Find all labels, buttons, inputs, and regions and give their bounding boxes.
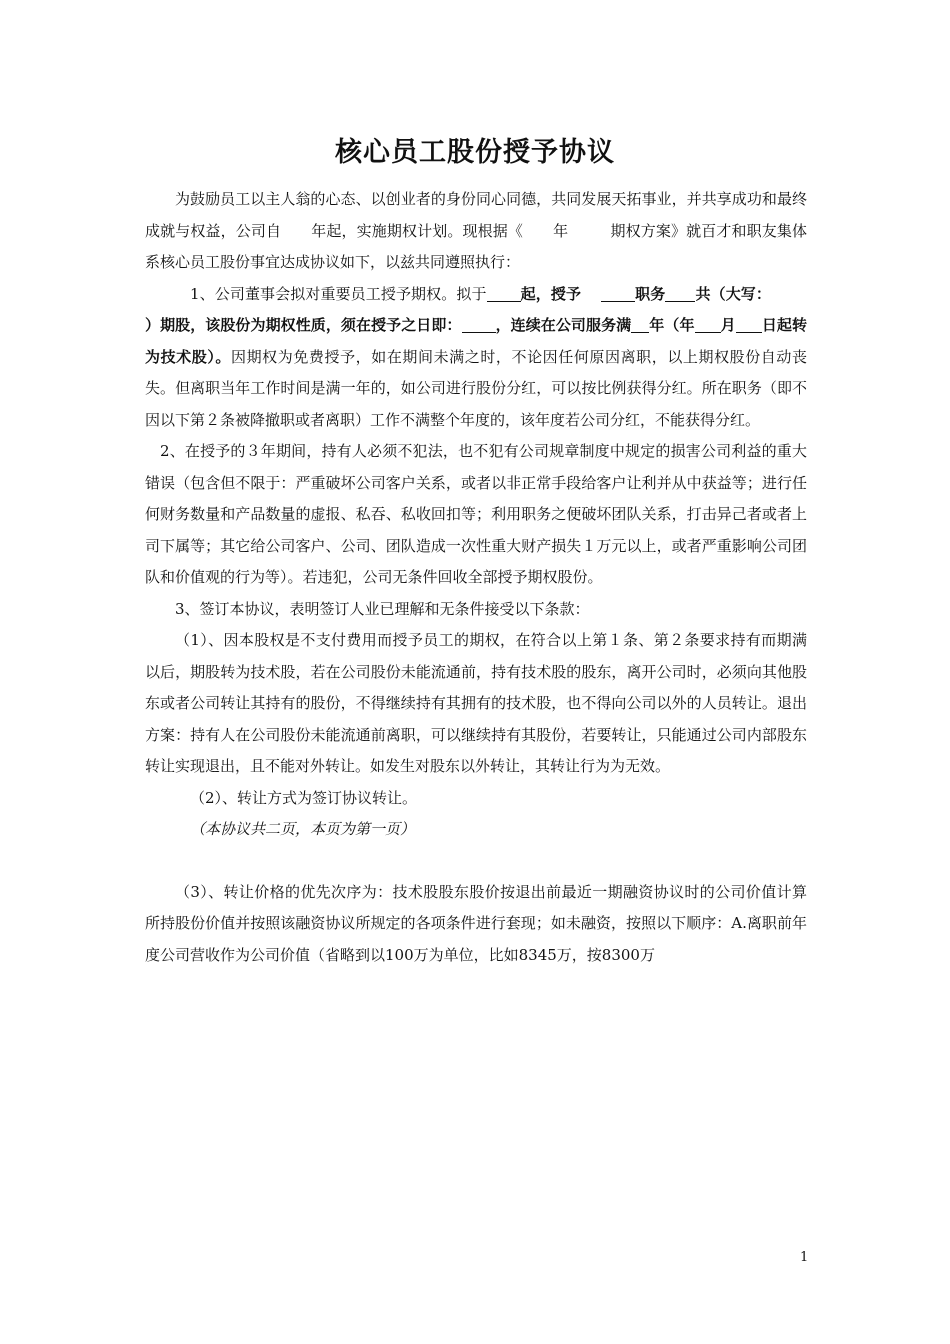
clause-1-bold-6: 年（ <box>649 316 680 334</box>
clause-3-item-1: （1）、因本股权是不支付费用而授予员工的期权，在符合以上第１条、第２条要求持有而期满以后，期股转为技术股，若在公司股份未能流通前，持有技术股的股东，离开公司时，必须向其他股东或者公司转让其持有的股份，不得继续持有其拥有的技术股，也不得向公司以外的人员转让。退出方案：持有人在公司股份未能流通前离职，可以继续持有其股份，若要转让，只能通过公司内部股东转让实现退出，且不能对外转让。如发生对股东以外转让，其转让行为为无效。 <box>145 631 807 775</box>
page-number: 1 <box>800 1250 809 1265</box>
blank-field <box>601 284 635 302</box>
clause-3-item-3: （3）、转让价格的优先次序为：技术股股东股价按退出前最近一期融资协议时的公司价值计算所持股份价值并按照该融资协议所规定的各项条件进行套现；如未融资，按照以下顺序：A.离职前年度公司营收作为公司价值（省略到以100万为单位，比如8345万，按8300万 <box>145 882 807 964</box>
clause-1-bold-5: ，连续在公司服务满 <box>495 316 632 334</box>
intro-text-2: 年起，实施期权计划。现根据《 <box>311 221 524 240</box>
page-note: （本协议共二页，本页为第一页） <box>190 820 416 838</box>
clause-1-bold-8: 月 <box>720 316 736 334</box>
clause-1-bold-1: 起，授予 <box>520 284 582 303</box>
intro-text-4: 期权方案》就百才和职友集体系核心员工股份事宜达成协议如下，以兹共同遵照执行： <box>145 221 807 271</box>
clause-1-bold-9: 日起转为技术股）。 <box>145 316 807 366</box>
clause-1 <box>145 279 807 437</box>
clause-2: 2、在授予的３年期间，持有人必须不犯法，也不犯有公司规章制度中规定的损害公司利益的重大错误（包含但不限于：严重破坏公司客户关系，或者以非正常手段给客户让利并从中获益等；进行任何财务数量和产品数量的虚报、私吞、私收回扣等；利用职务之便破坏团队关系，打击异己者或者上司下属等；其它给公司客户、公司、团队造成一次性重大财产损失１万元以上，或者严重影响公司团队和价值观的行为等）。若违犯，公司无条件回收全部授予期权股份。 <box>145 442 807 586</box>
document-title: 核心员工股份授予协议 <box>335 137 615 168</box>
blank-field <box>462 315 496 333</box>
clause-3-item-2: （2）、转让方式为签订协议转让。 <box>190 788 418 807</box>
clause-1-lead: 1、公司董事会拟对重要员工授予期权。拟于 <box>190 284 487 303</box>
intro-paragraph <box>145 184 807 279</box>
blank-field <box>695 315 721 333</box>
clause-1-bold-3: 共（大写： <box>695 284 771 303</box>
blank-field <box>736 315 762 333</box>
clause-1-bold-4: ）期股，该股份为期权性质，须在授予之日即： <box>145 316 462 334</box>
blank-field <box>665 284 695 302</box>
clause-3-lead: 3、签订本协议，表明签订人业已理解和无条件接受以下条款： <box>175 599 590 618</box>
clause-1-bold-2: 职务 <box>635 284 666 303</box>
blank-field <box>631 315 649 333</box>
intro-text-1: 为鼓励员工以主人翁的心态、以创业者的身份同心同德，共同发展天拓事业，并共享成功和最终成就与权益，公司自 <box>145 190 807 240</box>
clause-1-rest: 因期权为免费授予，如在期间未满之时，不论因任何原因离职，以上期权股份自动丧失。但离职当年工作时间是满一年的，如公司进行股份分红，可以按比例获得分红。所在职务（即不因以下第２条被降撤职或者离职）工作不满整个年度的，该年度若公司分红，不能获得分红。 <box>145 347 807 429</box>
blank-field <box>487 284 521 302</box>
intro-text-3: 年 <box>553 221 569 240</box>
clause-1-bold-7: 年 <box>679 316 695 334</box>
document-body <box>145 184 807 971</box>
